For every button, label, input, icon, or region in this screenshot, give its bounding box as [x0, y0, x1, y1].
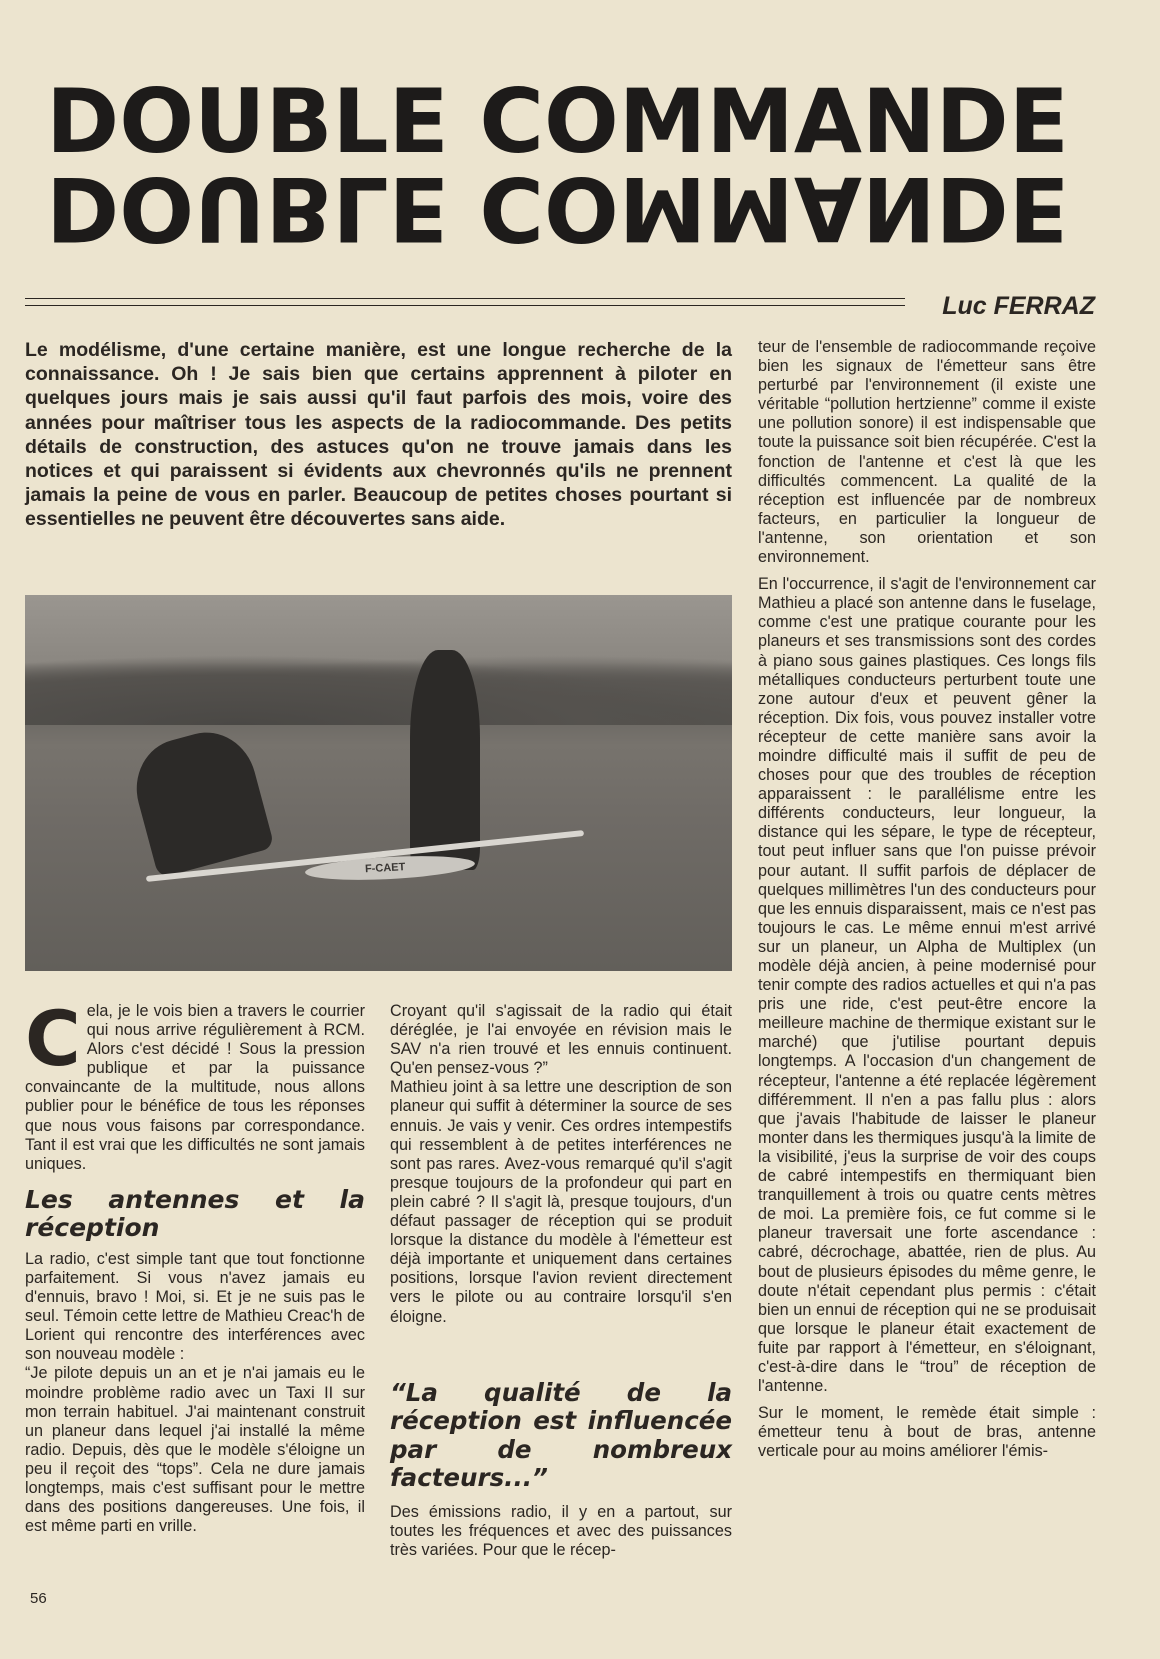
glider-registration: F-CAET [364, 861, 406, 876]
column-1 [25, 994, 365, 1536]
section-heading: Les antennes et la réception [25, 1184, 365, 1242]
photo-hills [25, 655, 732, 725]
paragraph: En l'occurrence, il s'agit de l'environnement car Mathieu a placé son antenne dans le fuselage, comme c'est une pratique courante pour les planeurs et ses transmissions sont des cordes à piano sous gaines plastiques. Ces longs fils métalliques conducteurs perturbent toute une zone autour d'eux et peuvent gêner la réception. Dix fois, vous pouvez installer votre récepteur de cette manière sans avoir la moindre difficulté mais il suffit de peu de choses pour que des troubles de réception apparaissent : le parallélisme entre les différents conducteurs, leur longueur, la distance qui les sépare, le type de récepteur, tout peut influer sans que l'on puisse prévoir pour autant. Il suffit parfois de déplacer de quelques millimètres l'un des conducteurs pour que les ennuis disparaissent, mais ce n'est pas toujours le cas. Le même ennui m'est arrivé sur un planeur, un Alpha de Multiplex (un modèle déjà ancien, à peine modernisé pour tenir compte des radios actuelles et qui n'a pas pris une ride, c'est peut-être encore la meilleure machine de thermique existant sur le marché) que j'utilise pourtant depuis longtemps. A l'occasion d'un changement de récepteur, l'antenne a été replacée légèrement différemment. Il n'en a pas fallu plus : alors que j'avais l'habitude de laisser le planeur monter dans les thermiques jusqu'à la limite de la visibilité, j'eus la surprise de voir des coups de cabré intempestifs en thermiquant bien tranquillement à trois ou quatre cents mètres de moi. La première fois, ce fut comme si le planeur traversait une forte ascendance : cabré, décrochage, abattée, rien de plus. Au bout de plusieurs épisodes du même genre, le doute n'était cependant plus permis : c'était bien un ennui de réception qui ne se produisait que lorsque le planeur était exactement de fuite par rapport à l'émetteur, en s'éloignant, c'est-à-dire dans le “trou” de réception de l'antenne. [758, 575, 1096, 1396]
paragraph: “Je pilote depuis un an et je n'ai jamais eu le moindre problème radio avec un Taxi II sur mon terrain habituel. J'ai maintenant construit un planeur dans lequel j'ai installé la même radio. Depuis, dès que le modèle s'éloigne un peu il reçoit des “tops”. Cela ne dure jamais longtemps, mais c'est suffisant pour le mettre dans des positions dangereuses. Une fois, il est même parti en vrille. [25, 1364, 365, 1536]
intro-paragraph: Le modélisme, d'une certaine manière, est une longue recherche de la connaissance. Oh ! Je sais bien que certains apprennent à piloter en quelques jours mais je sais aussi qu'il faut parfois des mois, voire des années pour maîtriser tous les aspects de la radiocommande. Des petits détails de construction, des astuces qu'on ne trouve jamais dans les notices et qui paraissent si évidents aux chevronnés qu'ils ne prennent jamais la peine de vous en parler. Beaucoup de petites choses pourtant si essentielles ne peuvent être découvertes sans aide. [25, 339, 732, 531]
paragraph: La radio, c'est simple tant que tout fonctionne parfaitement. Si vous n'avez jamais eu d'ennuis, bravo ! Moi, si. Et je ne suis pas le seul. Témoin cette lettre de Mathieu Creac'h de Lorient qui rencontre des interférences avec son nouveau modèle : [25, 1249, 365, 1364]
paragraph: Des émissions radio, il y en a partout, sur toutes les fréquences et avec des puissances très variées. Pour que le récep- [390, 1502, 732, 1559]
article-photo [25, 595, 732, 971]
paragraph: Mathieu joint à sa lettre une description de son planeur qui suffit à déterminer la source de ses ennuis. Je vais y venir. Ces ordres intempestifs qui ressemblent à de petites interférences ne sont pas rares. Avez-vous remarqué qu'il s'agit presque toujours de la profondeur qui part en plein cabré ? Il s'agit là, presque toujours, d'un défaut passager de réception qui se produit lorsque la distance du modèle à l'émetteur est déjà importante et uniquement dans certaines positions, lorsque l'avion revient directement vers le pilote ou au contraire lorsqu'il s'en éloigne. [390, 1078, 732, 1326]
paragraph: teur de l'ensemble de radiocommande reçoive bien les signaux de l'émetteur sans être perturbé par l'environnement (il existe une véritable “pollution hertzienne” comme il existe une pollution sonore) il est indispensable que toute la puissance soit bien récupérée. C'est la fonction de l'antenne et c'est là que les difficultés commencent. La qualité de la réception est influencée par de nombreux facteurs, en particulier la longueur de l'antenne, son orientation et son environnement. [758, 338, 1096, 567]
article-title-mirrored: DOUBLE COMMANDE [46, 157, 1069, 260]
photo-helper-crouching [125, 722, 275, 879]
paragraph: Sur le moment, le remède était simple : émetteur tenu à bout de bras, antenne verticale pour au moins améliorer l'émis- [758, 1404, 1096, 1461]
paragraph: Croyant qu'il s'agissait de la radio qui était déréglée, je l'ai envoyée en révision mais le SAV n'a rien trouvé et les ennuis continuent. Qu'en pensez-vous ?” [390, 1002, 732, 1078]
column-3 [758, 338, 1096, 1461]
divider [25, 305, 905, 306]
divider [25, 298, 905, 299]
byline-row [25, 292, 1095, 322]
column-2 [390, 1002, 732, 1560]
page-number: 56 [30, 1590, 47, 1607]
paragraph: ela, je le vois bien a travers le courrier qui nous arrive régulièrement à RCM. Alors c'est décidé ! Sous la pression publique et par la puissance convaincante de la multitude, nous allons publier pour le bénéfice de tous les réponses que nous vous faisons par correspondance. Tant il est vrai que les difficultés ne sont jamais uniques. [25, 1002, 365, 1173]
photo-pilot-standing [410, 650, 480, 870]
author-byline: Luc FERRAZ [942, 292, 1095, 320]
drop-cap: C [25, 994, 81, 1083]
pull-quote: “La qualité de la réception est influencée par de nombreux facteurs...” [390, 1377, 732, 1493]
article-title: DOUBLE COMMANDE [46, 70, 1069, 173]
